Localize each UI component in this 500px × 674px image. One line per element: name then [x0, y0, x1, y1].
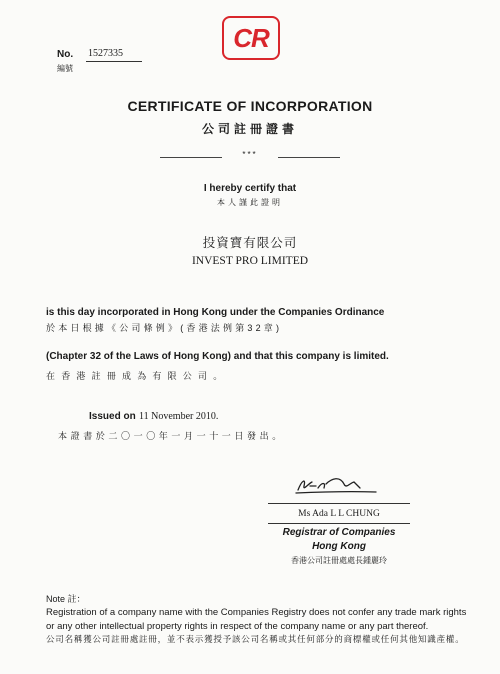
registry-logo: [222, 16, 280, 60]
signature-line: [268, 503, 410, 504]
certificate-title-cn: 公司註冊證書: [201, 122, 298, 136]
registrar-name-underline: [268, 523, 410, 524]
logo-text: CR: [233, 22, 269, 53]
registrar-title-cn: 香港公司註冊處處長鍾麗玲: [291, 556, 387, 565]
incorporation-line-1: is this day incorporated in Hong Kong under the Companies Ordinance: [46, 307, 385, 318]
incorporation-line-2-cn: 在香港註冊成為有限公司。: [46, 371, 229, 381]
registrar-title: Registrar of Companies: [282, 527, 396, 538]
incorporation-line-2: (Chapter 32 of the Laws of Hong Kong) and that this company is limited.: [46, 351, 389, 362]
registrar-signature: [288, 472, 380, 498]
serial-label-cn: 編號: [57, 64, 73, 73]
issued-date: 11 November 2010.: [139, 411, 219, 422]
divider-stars: ***: [242, 150, 258, 159]
certify-statement: I hereby certify that: [203, 183, 297, 194]
serial-number: 1527335: [88, 48, 123, 59]
registrar-name: Ms Ada L L CHUNG: [298, 509, 380, 519]
issued-date-cn: 本證書於二〇一〇年一月一十一日發出。: [58, 431, 285, 441]
note-label: Note 註：: [46, 594, 86, 604]
issued-label: Issued on: [89, 411, 136, 422]
registrar-place: Hong Kong: [312, 541, 366, 552]
serial-underline: [86, 61, 142, 62]
company-name-en: INVEST PRO LIMITED: [191, 255, 309, 267]
note-text: Registration of a company name with the Companies Registry does not confer any trade mark rights or any other intellectual property rights in respect of the company name or any part thereof.: [46, 607, 467, 632]
incorporation-line-1-cn: 於本日根據《公司條例》(香港法例第32章): [46, 323, 283, 333]
certificate-title: CERTIFICATE OF INCORPORATION: [127, 98, 373, 114]
note-text-cn: 公司名稱獲公司註冊處註冊，並不表示獲授予該公司名稱或其任何部分的商標權或任何其他知識產權。: [46, 634, 465, 644]
company-name-cn: 投資寶有限公司: [202, 235, 298, 250]
divider-left: [160, 157, 222, 158]
divider-right: [278, 157, 340, 158]
certify-statement-cn: 本人謹此證明: [217, 198, 283, 207]
serial-label: No.: [57, 49, 74, 60]
